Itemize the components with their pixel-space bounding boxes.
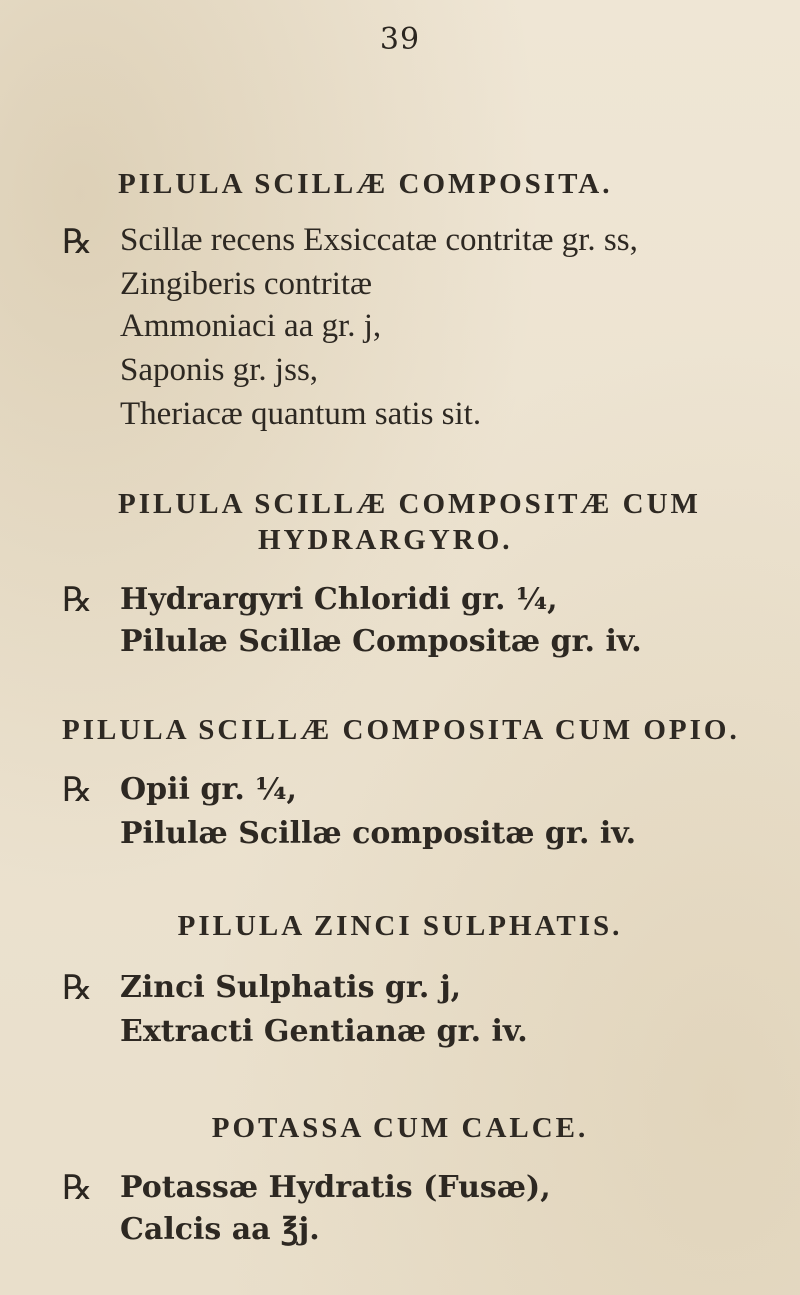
ingredient-line: Pilulæ Scillæ Compositæ gr. iv. [120, 624, 642, 659]
ingredient-line: Calcis aa ℥j. [120, 1212, 320, 1247]
ingredient-line: Scillæ recens Exsiccatæ contritæ gr. ss, [120, 222, 638, 258]
ingredient-line: Zinci Sulphatis gr. j, [120, 970, 462, 1005]
ingredient-line: Saponis gr. jss, [120, 352, 319, 388]
recipe-symbol: ℞ [62, 582, 93, 619]
section-title-scillae-cum-hydrargyro-line1: PILULA SCILLÆ COMPOSITÆ CUM [118, 488, 701, 520]
recipe-symbol: ℞ [62, 772, 93, 809]
ingredient-line: Zingiberis contritæ [120, 266, 373, 302]
recipe-symbol: ℞ [62, 970, 93, 1007]
section-title-pilula-scillae-composita: PILULA SCILLÆ COMPOSITA. [118, 168, 613, 200]
section-title-scillae-cum-hydrargyro-line2: HYDRARGYRO. [258, 524, 513, 556]
ingredient-line: Potassæ Hydratis (Fusæ), [120, 1170, 551, 1205]
ingredient-line: Pilulæ Scillæ compositæ gr. iv. [120, 816, 637, 851]
section-title-potassa-cum-calce: POTASSA CUM CALCE. [211, 1112, 589, 1144]
ingredient-line: Extracti Gentianæ gr. iv. [120, 1014, 528, 1049]
recipe-symbol: ℞ [62, 1170, 93, 1207]
ingredient-line: Opii gr. ¼, [120, 772, 297, 807]
section-title-pilula-zinci-sulphatis: PILULA ZINCI SULPHATIS. [177, 910, 623, 942]
ingredient-line: Theriacæ quantum satis sit. [120, 396, 482, 432]
ingredient-line: Hydrargyri Chloridi gr. ¼, [120, 582, 558, 617]
ingredient-line: Ammoniaci aa gr. j, [120, 308, 382, 344]
section-title-scillae-cum-opio: PILULA SCILLÆ COMPOSITA CUM OPIO. [62, 714, 740, 746]
recipe-symbol: ℞ [62, 224, 93, 261]
page-number: 39 [379, 22, 421, 57]
